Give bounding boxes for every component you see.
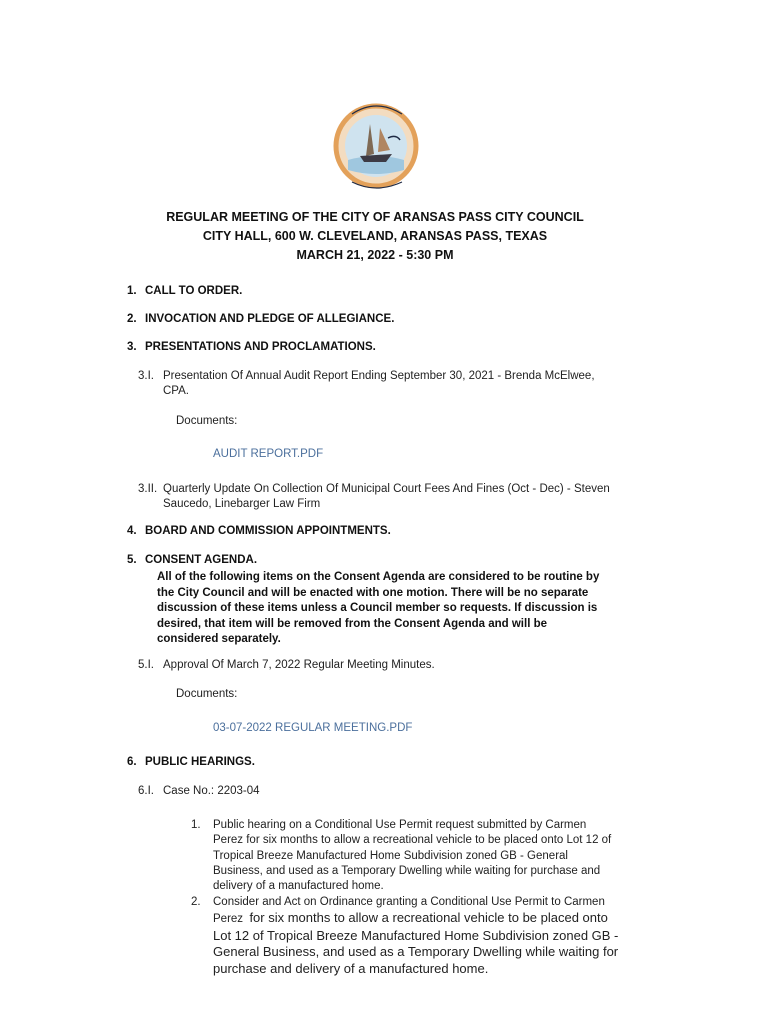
documents-label: Documents:	[176, 688, 238, 700]
audit-report-link[interactable]: AUDIT REPORT.PDF	[213, 448, 324, 460]
public-hearing-subitem-1: 1. Public hearing on a Conditional Use Permit request submitted by Carmen Perez for six months to allow a recreational vehicle to be placed onto Lot 12 of Tropical Breeze Manufactured Home Subdivision zoned GB - General Business, and used as a Temporary Dwelling while waiting for purchase and delivery of a manufactured home.	[191, 819, 612, 893]
section-board-appointments: 4. BOARD AND COMMISSION APPOINTMENTS.	[127, 525, 391, 537]
section-consent-agenda: 5. CONSENT AGENDA.	[127, 554, 258, 566]
meeting-header	[0, 208, 750, 265]
agenda-item-6-1: 6.I. Case No.: 2203-04	[138, 785, 260, 797]
section-invocation: 2. INVOCATION AND PLEDGE OF ALLEGIANCE.	[127, 313, 395, 325]
section-presentations: 3. PRESENTATIONS AND PROCLAMATIONS.	[127, 341, 376, 353]
agenda-item-3-2: 3.II. Quarterly Update On Collection Of Municipal Court Fees And Fines (Oct - Dec) - Steven Saucedo, Linebarger Law Firm	[138, 483, 610, 510]
documents-label: Documents:	[176, 415, 238, 427]
agenda-item-3-1: 3.I. Presentation Of Annual Audit Report Ending September 30, 2021 - Brenda McElwee, CPA.	[138, 370, 595, 397]
meeting-date: MARCH 21, 2022 - 5:30 PM	[296, 248, 454, 262]
public-hearing-subitem-2: 2. Consider and Act on Ordinance granting a Conditional Use Permit to Carmen Perez for six months to allow a recreational vehicle to be placed onto Lot 12 of Tropical Breeze Manufactured Home Subdivision zoned GB - General Business, and used as a Temporary Dwelling while waiting for purchase and delivery of a manufactured home.	[191, 896, 619, 976]
consent-agenda-description: All of the following items on the Consent Agenda are considered to be routine by the City Council and will be enacted with one motion. There will be no separate discussion of these items unless a Council member so requests. If discussion is desired, that item will be removed from the Consent Agenda and will be considered separately.	[157, 571, 600, 645]
meeting-title: REGULAR MEETING OF THE CITY OF ARANSAS PASS CITY COUNCIL	[166, 210, 584, 224]
section-public-hearings: 6. PUBLIC HEARINGS.	[127, 756, 255, 768]
meeting-minutes-link[interactable]: 03-07-2022 REGULAR MEETING.PDF	[213, 722, 413, 734]
city-seal-logo	[330, 94, 422, 198]
meeting-location: CITY HALL, 600 W. CLEVELAND, ARANSAS PASS, TEXAS	[202, 229, 548, 243]
agenda-item-5-1: 5.I. Approval Of March 7, 2022 Regular Meeting Minutes.	[138, 659, 435, 671]
section-call-to-order: 1. CALL TO ORDER.	[127, 285, 243, 297]
